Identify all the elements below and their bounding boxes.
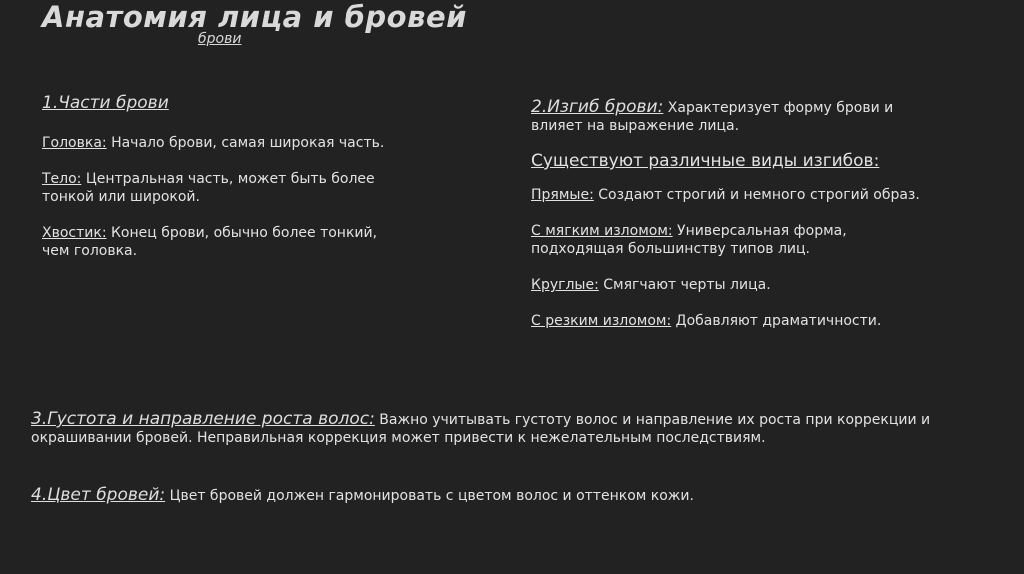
parts-item-text: Начало брови, самая широкая часть.: [106, 135, 385, 151]
curve-item-text: Создают строгий и немного строгий образ.: [593, 187, 920, 203]
density-text: Важно учитывать густоту волос и направление их роста при коррекции и окрашивании бровей. Неправильная коррекция может привести к нежелательным последствиям.: [31, 412, 931, 446]
curve-item-text: Смягчают черты лица.: [598, 277, 771, 293]
curve-item-term: С мягким изломом:: [531, 223, 673, 239]
curve-intro: [531, 98, 931, 135]
parts-item-text: Конец брови, обычно более тонкий, чем головка.: [42, 225, 378, 259]
density-heading: 3.Густота и направление роста волос:: [31, 409, 375, 429]
density-section: [31, 410, 991, 447]
curve-item-round: [531, 276, 931, 294]
curve-item-term: С резким изломом:: [531, 313, 672, 329]
parts-item-text: Центральная часть, может быть более тонкой или широкой.: [42, 171, 375, 205]
color-heading: 4.Цвет бровей:: [31, 485, 166, 505]
parts-item-head: [42, 134, 402, 152]
curve-item-sharp: [531, 312, 931, 330]
curve-item-term: Круглые:: [531, 277, 599, 293]
color-text: Цвет бровей должен гармонировать с цветом волос и оттенком кожи.: [165, 488, 694, 504]
curve-intro-text: Характеризует форму брови и влияет на выражение лица.: [531, 100, 894, 134]
curve-item-straight: [531, 186, 931, 204]
curve-types-heading: Существуют различные виды изгибов:: [531, 151, 880, 171]
parts-item-term: Тело:: [42, 171, 82, 187]
density-paragraph: [31, 410, 991, 447]
parts-item-term: Хвостик:: [42, 225, 107, 241]
curve-item-term: Прямые:: [531, 187, 594, 203]
curve-heading: 2.Изгиб брови:: [531, 97, 664, 117]
curve-item-soft: [531, 222, 931, 258]
parts-item-body: [42, 170, 402, 206]
slide-title: Анатомия лица и бровей: [42, 0, 467, 34]
slide-subtitle: брови: [198, 31, 242, 47]
parts-section: [42, 94, 402, 260]
parts-item-tail: [42, 224, 402, 260]
color-section: [31, 486, 991, 505]
curve-section: [531, 98, 931, 330]
color-paragraph: [31, 486, 991, 505]
parts-heading: 1.Части брови: [42, 93, 169, 113]
curve-item-text: Универсальная форма, подходящая большинству типов лиц.: [531, 223, 847, 257]
curve-item-text: Добавляют драматичности.: [671, 313, 882, 329]
parts-item-term: Головка:: [42, 135, 107, 151]
